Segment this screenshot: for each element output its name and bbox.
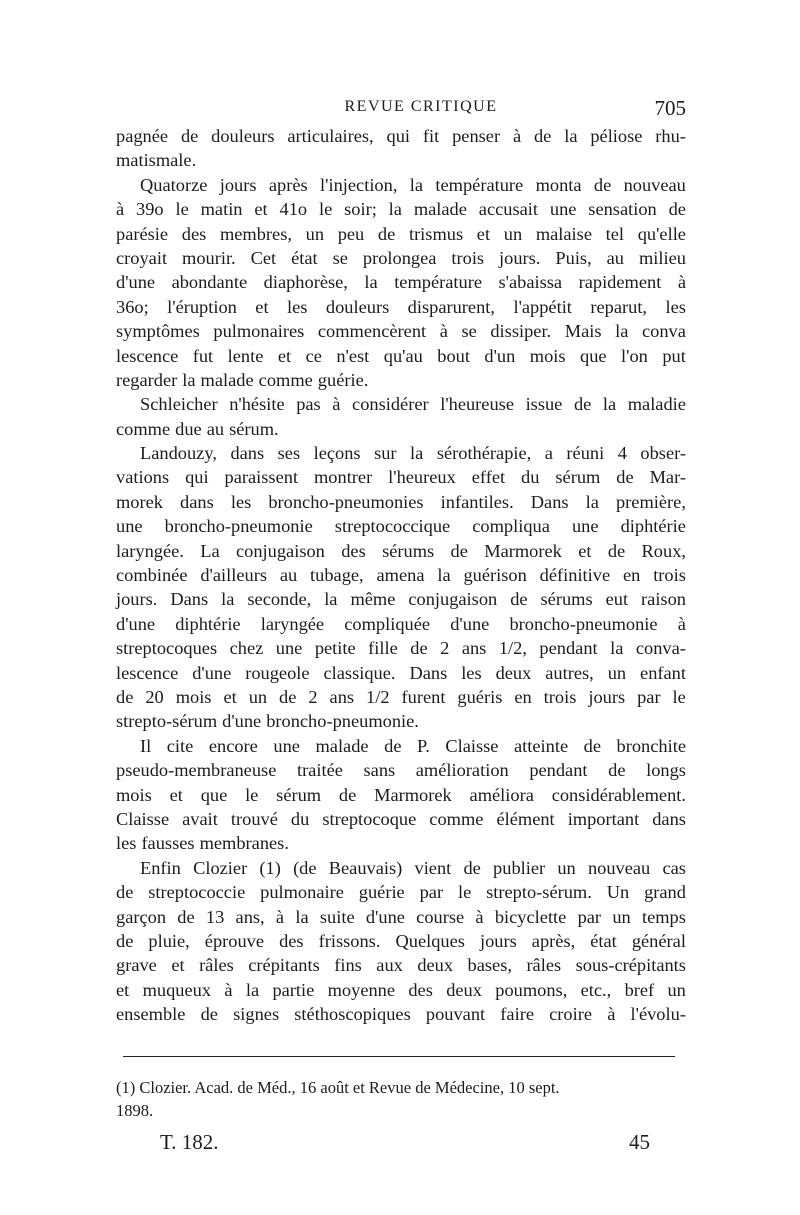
text-line: vations qui paraissent montrer l'heureux effet du sérum de Mar- [116,467,686,488]
text-line: lescence fut lente et ce n'est qu'au bout d'un mois que l'on put [116,345,686,366]
text-line: de pluie, éprouve des frissons. Quelques jours après, état général [116,930,686,951]
text-line: matismale. [116,150,197,171]
text-line: de 20 mois et un de 2 ans 1/2 furent guéris en trois jours par le [116,686,686,707]
text-line: Claisse avait trouvé du streptocoque comme élément important dans [116,808,686,829]
text-line: laryngée. La conjugaison des sérums de Marmorek et de Roux, [116,540,686,561]
text-line: les fausses membranes. [116,833,289,854]
text-line: 36o; l'éruption et les douleurs disparurent, l'appétit reparut, les [116,296,686,317]
text-line: ensemble de signes stéthoscopiques pouvant faire croire à l'évolu- [116,1004,686,1025]
text-line: pseudo-membraneuse traitée sans amélioration pendant de longs [116,760,686,781]
text-line: streptocoques chez une petite fille de 2 ans 1/2, pendant la conva- [116,638,686,659]
page-number: 705 [654,96,686,120]
text-line: d'une diphtérie laryngée compliquée d'une broncho-pneumonie à [116,613,686,634]
text-line: jours. Dans la seconde, la même conjugaison de sérums eut raison [116,589,686,610]
footnote-line: 1898. [116,1101,154,1120]
text-line: et muqueux à la partie moyenne des deux poumons, etc., bref un [116,979,686,1000]
text-line: mois et que le sérum de Marmorek améliora considérablement. [116,784,686,805]
page-header [116,96,686,124]
text-line: croyait mourir. Cet état se prolongea trois jours. Puis, au milieu [116,247,686,268]
text-line: pagnée de douleurs articulaires, qui fit penser à de la péliose rhu- [116,126,686,146]
text-line: Enfin Clozier (1) (de Beauvais) vient de publier un nouveau cas [140,857,686,878]
body-text [116,124,686,1026]
text-line: d'une abondante diaphorèse, la température s'abaissa rapidement à [116,272,686,293]
text-line: garçon de 13 ans, à la suite d'une course à bicyclette par un temps [116,906,686,927]
text-line: symptômes pulmonaires commencèrent à se dissiper. Mais la conva [116,321,686,342]
running-head: REVUE CRITIQUE [344,98,498,115]
folio-number: 45 [629,1130,650,1154]
text-line: strepto-sérum d'une broncho-pneumonie. [116,711,419,732]
footnote [116,1076,686,1122]
text-line: lescence d'une rougeole classique. Dans les deux autres, un enfant [116,662,686,683]
signature-mark: T. 182. [160,1130,219,1154]
text-line: Quatorze jours après l'injection, la température monta de nouveau [140,174,686,195]
page-footer [160,1130,650,1160]
text-line: comme due au sérum. [116,418,279,439]
text-line: Schleicher n'hésite pas à considérer l'heureuse issue de la maladie [140,394,686,415]
text-line: à 39o le matin et 41o le soir; la malade accusait une sensation de [116,199,686,220]
text-line: Il cite encore une malade de P. Claisse atteinte de bronchite [140,735,686,756]
text-line: Landouzy, dans ses leçons sur la sérothérapie, a réuni 4 obser- [140,443,686,464]
text-line: grave et râles crépitants fins aux deux bases, râles sous-crépitants [116,955,686,976]
text-line: morek dans les broncho-pneumonies infantiles. Dans la première, [116,491,686,512]
text-line: regarder la malade comme guérie. [116,369,369,390]
text-line: de streptococcie pulmonaire guérie par le strepto-sérum. Un grand [116,882,686,903]
footnote-rule [123,1056,675,1057]
text-line: parésie des membres, un peu de trismus et un malaise tel qu'elle [116,223,686,244]
text-line: une broncho-pneumonie streptococcique compliqua une diphtérie [116,516,686,537]
text-line: combinée d'ailleurs au tubage, amena la guérison définitive en trois [116,565,686,586]
footnote-line: (1) Clozier. Acad. de Méd., 16 août et Revue de Médecine, 10 sept. [116,1078,560,1097]
